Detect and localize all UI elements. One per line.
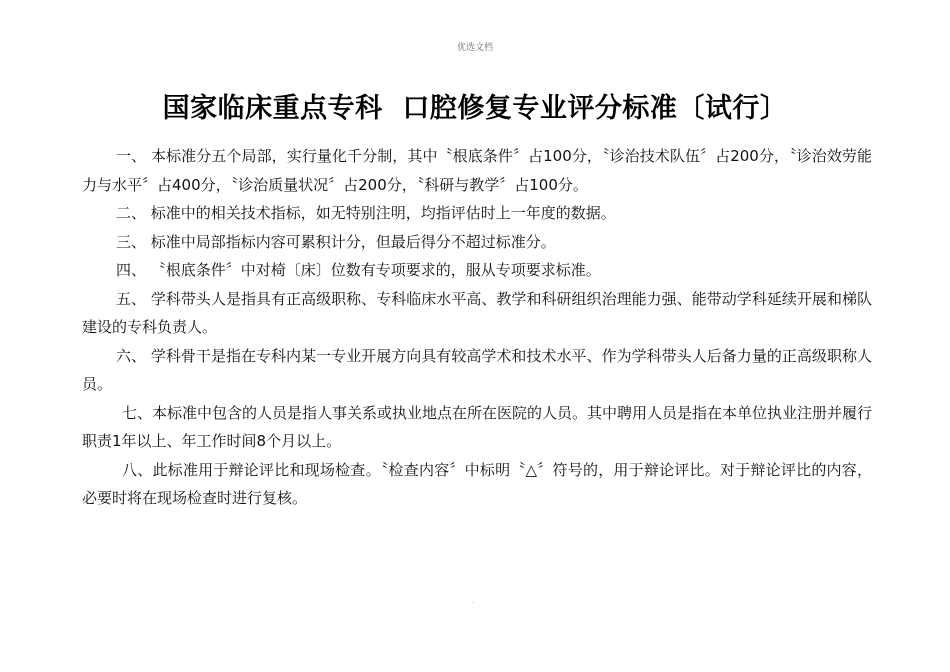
paragraph-3: 三、 标准中局部指标内容可累积计分，但最后得分不超过标准分。: [116, 232, 556, 251]
paragraph-6: 六、 学科骨干是指在专科内某一专业开展方向具有较高学术和技术水平、作为学科带头人后备力量的正高级职称人员。: [82, 346, 872, 393]
paragraph-2: 二、 标准中的相关技术指标，如无特别注明，均指评估时上一年度的数据。: [116, 204, 616, 222]
document-body: [82, 142, 872, 513]
paragraph-1: 一、 本标准分五个局部，实行量化千分制，其中〝根底条件〞占100分，〝诊治技术队伍〞占200分，〝诊治效劳能力与水平〞占400分，〝诊治质量状况〞占200分，〝科研与教学〞占100分。: [82, 147, 872, 194]
document-title: 国家临床重点专科 口腔修复专业评分标准〔试行〕: [162, 93, 788, 124]
paragraph-5: 五、 学科带头人是指具有正高级职称、专科临床水平高、教学和科研组织治理能力强、能带动学科延续开展和梯队建设的专科负责人。: [82, 289, 872, 336]
footer-mark: .: [472, 598, 474, 605]
paragraph-4: 四、 〝根底条件〞中对椅〔床〕位数有专项要求的，服从专项要求标准。: [116, 261, 601, 279]
paragraph-8: 八、此标准用于辩论评比和现场检查。〝检查内容〞中标明〝△〞符号的，用于辩论评比。对于辩论评比的内容，必要时将在现场检查时进行复核。: [82, 460, 872, 507]
header-note: 优选文档: [456, 43, 493, 53]
paragraph-7: 七、本标准中包含的人员是指人事关系或执业地点在所在医院的人员。其中聘用人员是指在本单位执业注册并履行职责1年以上、年工作时间8个月以上。: [82, 403, 873, 450]
